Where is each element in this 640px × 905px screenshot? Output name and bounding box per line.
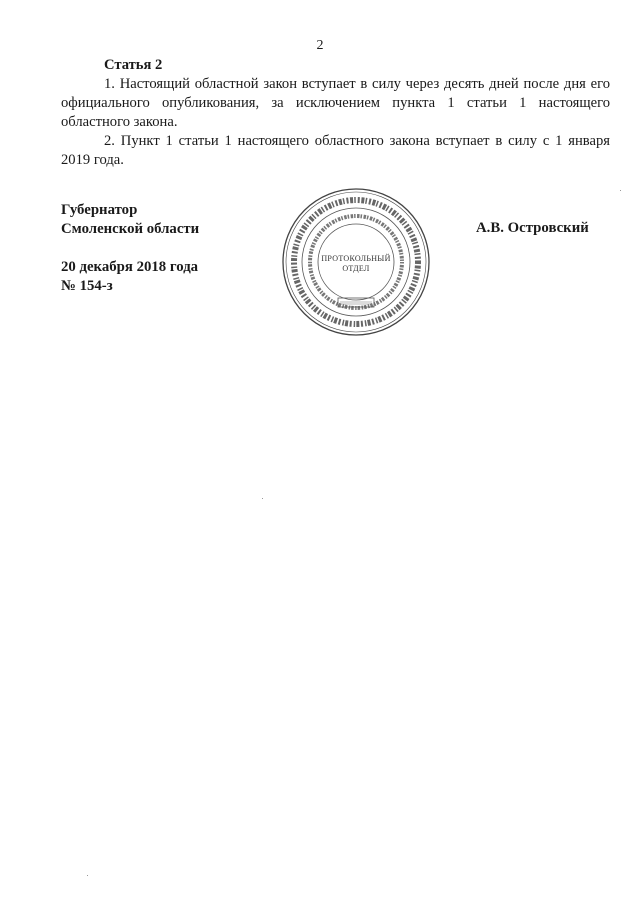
signer-title-line2: Смоленской области bbox=[61, 221, 200, 237]
law-date: 20 декабря 2018 года bbox=[61, 259, 199, 275]
seal-center-line1: ПРОТОКОЛЬНЫЙ bbox=[321, 254, 391, 263]
seal-center-line2: ОТДЕЛ bbox=[342, 264, 370, 273]
article-heading: Статья 2 bbox=[104, 57, 163, 73]
article-paragraph-2: 2. Пункт 1 статьи 1 настоящего областного закона вступает в силу с 1 января 2019 года. bbox=[61, 133, 610, 168]
page-number: 2 bbox=[316, 38, 324, 53]
article-body bbox=[61, 56, 610, 170]
scan-speck bbox=[87, 875, 88, 876]
signer-title-line1: Губернатор bbox=[61, 202, 138, 218]
scan-speck bbox=[262, 498, 263, 499]
signer-block bbox=[61, 201, 199, 296]
scan-speck bbox=[620, 190, 621, 191]
law-number: № 154-з bbox=[61, 278, 113, 294]
official-seal bbox=[280, 186, 432, 338]
seal-center-text bbox=[280, 254, 432, 274]
article-paragraph-1: 1. Настоящий областной закон вступает в силу через десять дней после дня его официального опубликования, за исключением пункта 1 статьи 1 настоящего областного закона. bbox=[61, 76, 610, 130]
signer-name: А.В. Островский bbox=[476, 220, 589, 236]
